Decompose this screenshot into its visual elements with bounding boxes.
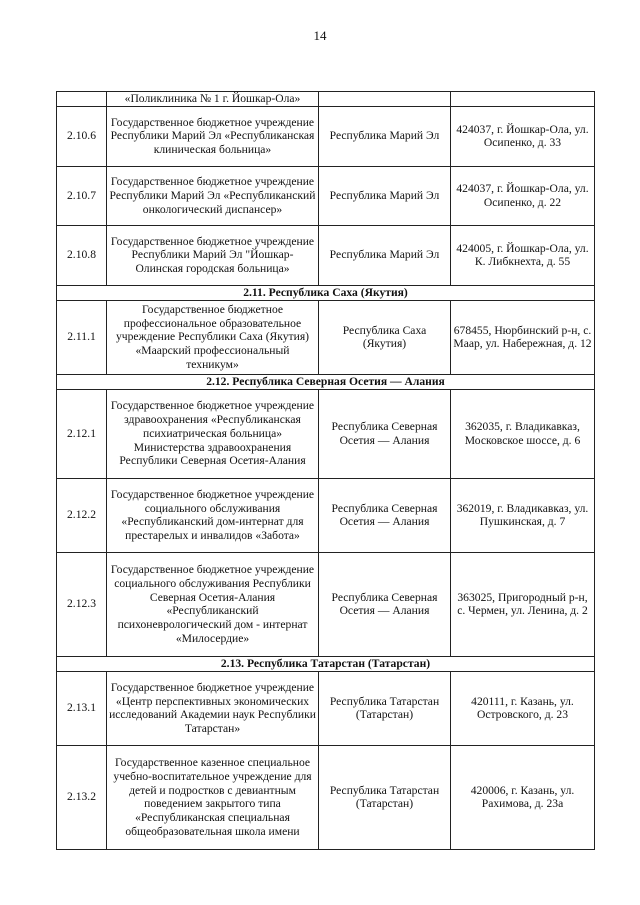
table-row (57, 478, 595, 552)
address: 420006, г. Казань, ул. Рахимова, д. 23а (451, 745, 595, 849)
row-number: 2.10.8 (57, 225, 107, 285)
organization-name: Государственное бюджетное учреждение социального обслуживания Республики Северная Осетия-Алания «Республиканский психоневрологический дом - интернат «Милосердие» (107, 552, 319, 656)
region: Республика Татарстан (Татарстан) (319, 745, 451, 849)
address: 424037, г. Йошкар-Ола, ул. Осипенко, д. 33 (451, 106, 595, 166)
table-row (57, 300, 595, 374)
region: Республика Марий Эл (319, 166, 451, 225)
region: Республика Северная Осетия — Алания (319, 552, 451, 656)
table-row (57, 106, 595, 166)
table-row (57, 225, 595, 285)
table-row (57, 745, 595, 849)
section-title: 2.12. Республика Северная Осетия — Алания (57, 374, 595, 389)
page-number: 14 (313, 28, 327, 43)
section-header (57, 656, 595, 671)
table-row (57, 166, 595, 225)
table-row (57, 671, 595, 745)
address: 362035, г. Владикавказ, Московское шоссе, д. 6 (451, 389, 595, 478)
table-row (57, 389, 595, 478)
address: 424037, г. Йошкар-Ола, ул. Осипенко, д. 22 (451, 166, 595, 225)
row-number: 2.13.2 (57, 745, 107, 849)
organization-name: Государственное бюджетное учреждение «Центр перспективных экономических исследований Академии наук Республики Татарстан» (107, 671, 319, 745)
section-header (57, 285, 595, 300)
address: 362019, г. Владикавказ, ул. Пушкинская, д. 7 (451, 478, 595, 552)
table-row (57, 92, 595, 107)
organization-name: Государственное бюджетное учреждение здравоохранения «Республиканская психиатрическая больница» Министерства здравоохранения Республики Северная Осетия-Алания (107, 389, 319, 478)
address (451, 92, 595, 107)
table-row (57, 552, 595, 656)
organization-name: Государственное бюджетное учреждение Республики Марий Эл "Йошкар-Олинская городская больница» (107, 225, 319, 285)
region: Республика Марий Эл (319, 225, 451, 285)
region (319, 92, 451, 107)
organization-name: Государственное бюджетное профессиональное образовательное учреждение Республики Саха (Якутия) «Маарский профессиональный техникум» (107, 300, 319, 374)
row-number: 2.11.1 (57, 300, 107, 374)
address: 678455, Нюрбинский р-н, с. Маар, ул. Набережная, д. 12 (451, 300, 595, 374)
region: Республика Северная Осетия — Алания (319, 389, 451, 478)
organization-name: Государственное бюджетное учреждение социального обслуживания «Республиканский дом-интернат для престарелых и инвалидов «Забота» (107, 478, 319, 552)
address: 420111, г. Казань, ул. Островского, д. 23 (451, 671, 595, 745)
organization-name: Государственное казенное специальное учебно-воспитательное учреждение для детей и подростков с девиантным поведением закрытого типа «Республиканская специальная общеобразовательная школа имени (107, 745, 319, 849)
section-title: 2.13. Республика Татарстан (Татарстан) (57, 656, 595, 671)
row-number: 2.10.6 (57, 106, 107, 166)
region: Республика Северная Осетия — Алания (319, 478, 451, 552)
region: Республика Саха (Якутия) (319, 300, 451, 374)
row-number: 2.12.3 (57, 552, 107, 656)
region: Республика Марий Эл (319, 106, 451, 166)
region: Республика Татарстан (Татарстан) (319, 671, 451, 745)
organizations-table (56, 91, 595, 850)
address: 424005, г. Йошкар-Ола, ул. К. Либкнехта, д. 55 (451, 225, 595, 285)
row-number: 2.10.7 (57, 166, 107, 225)
row-number: 2.13.1 (57, 671, 107, 745)
row-number: 2.12.1 (57, 389, 107, 478)
address: 363025, Пригородный р-н, с. Чермен, ул. Ленина, д. 2 (451, 552, 595, 656)
organization-name: «Поликлиника № 1 г. Йошкар-Ола» (107, 92, 319, 107)
section-header (57, 374, 595, 389)
organization-name: Государственное бюджетное учреждение Республики Марий Эл «Республиканский онкологический диспансер» (107, 166, 319, 225)
organization-name: Государственное бюджетное учреждение Республики Марий Эл «Республиканская клиническая больница» (107, 106, 319, 166)
row-number: 2.12.2 (57, 478, 107, 552)
section-title: 2.11. Республика Саха (Якутия) (57, 285, 595, 300)
row-number (57, 92, 107, 107)
